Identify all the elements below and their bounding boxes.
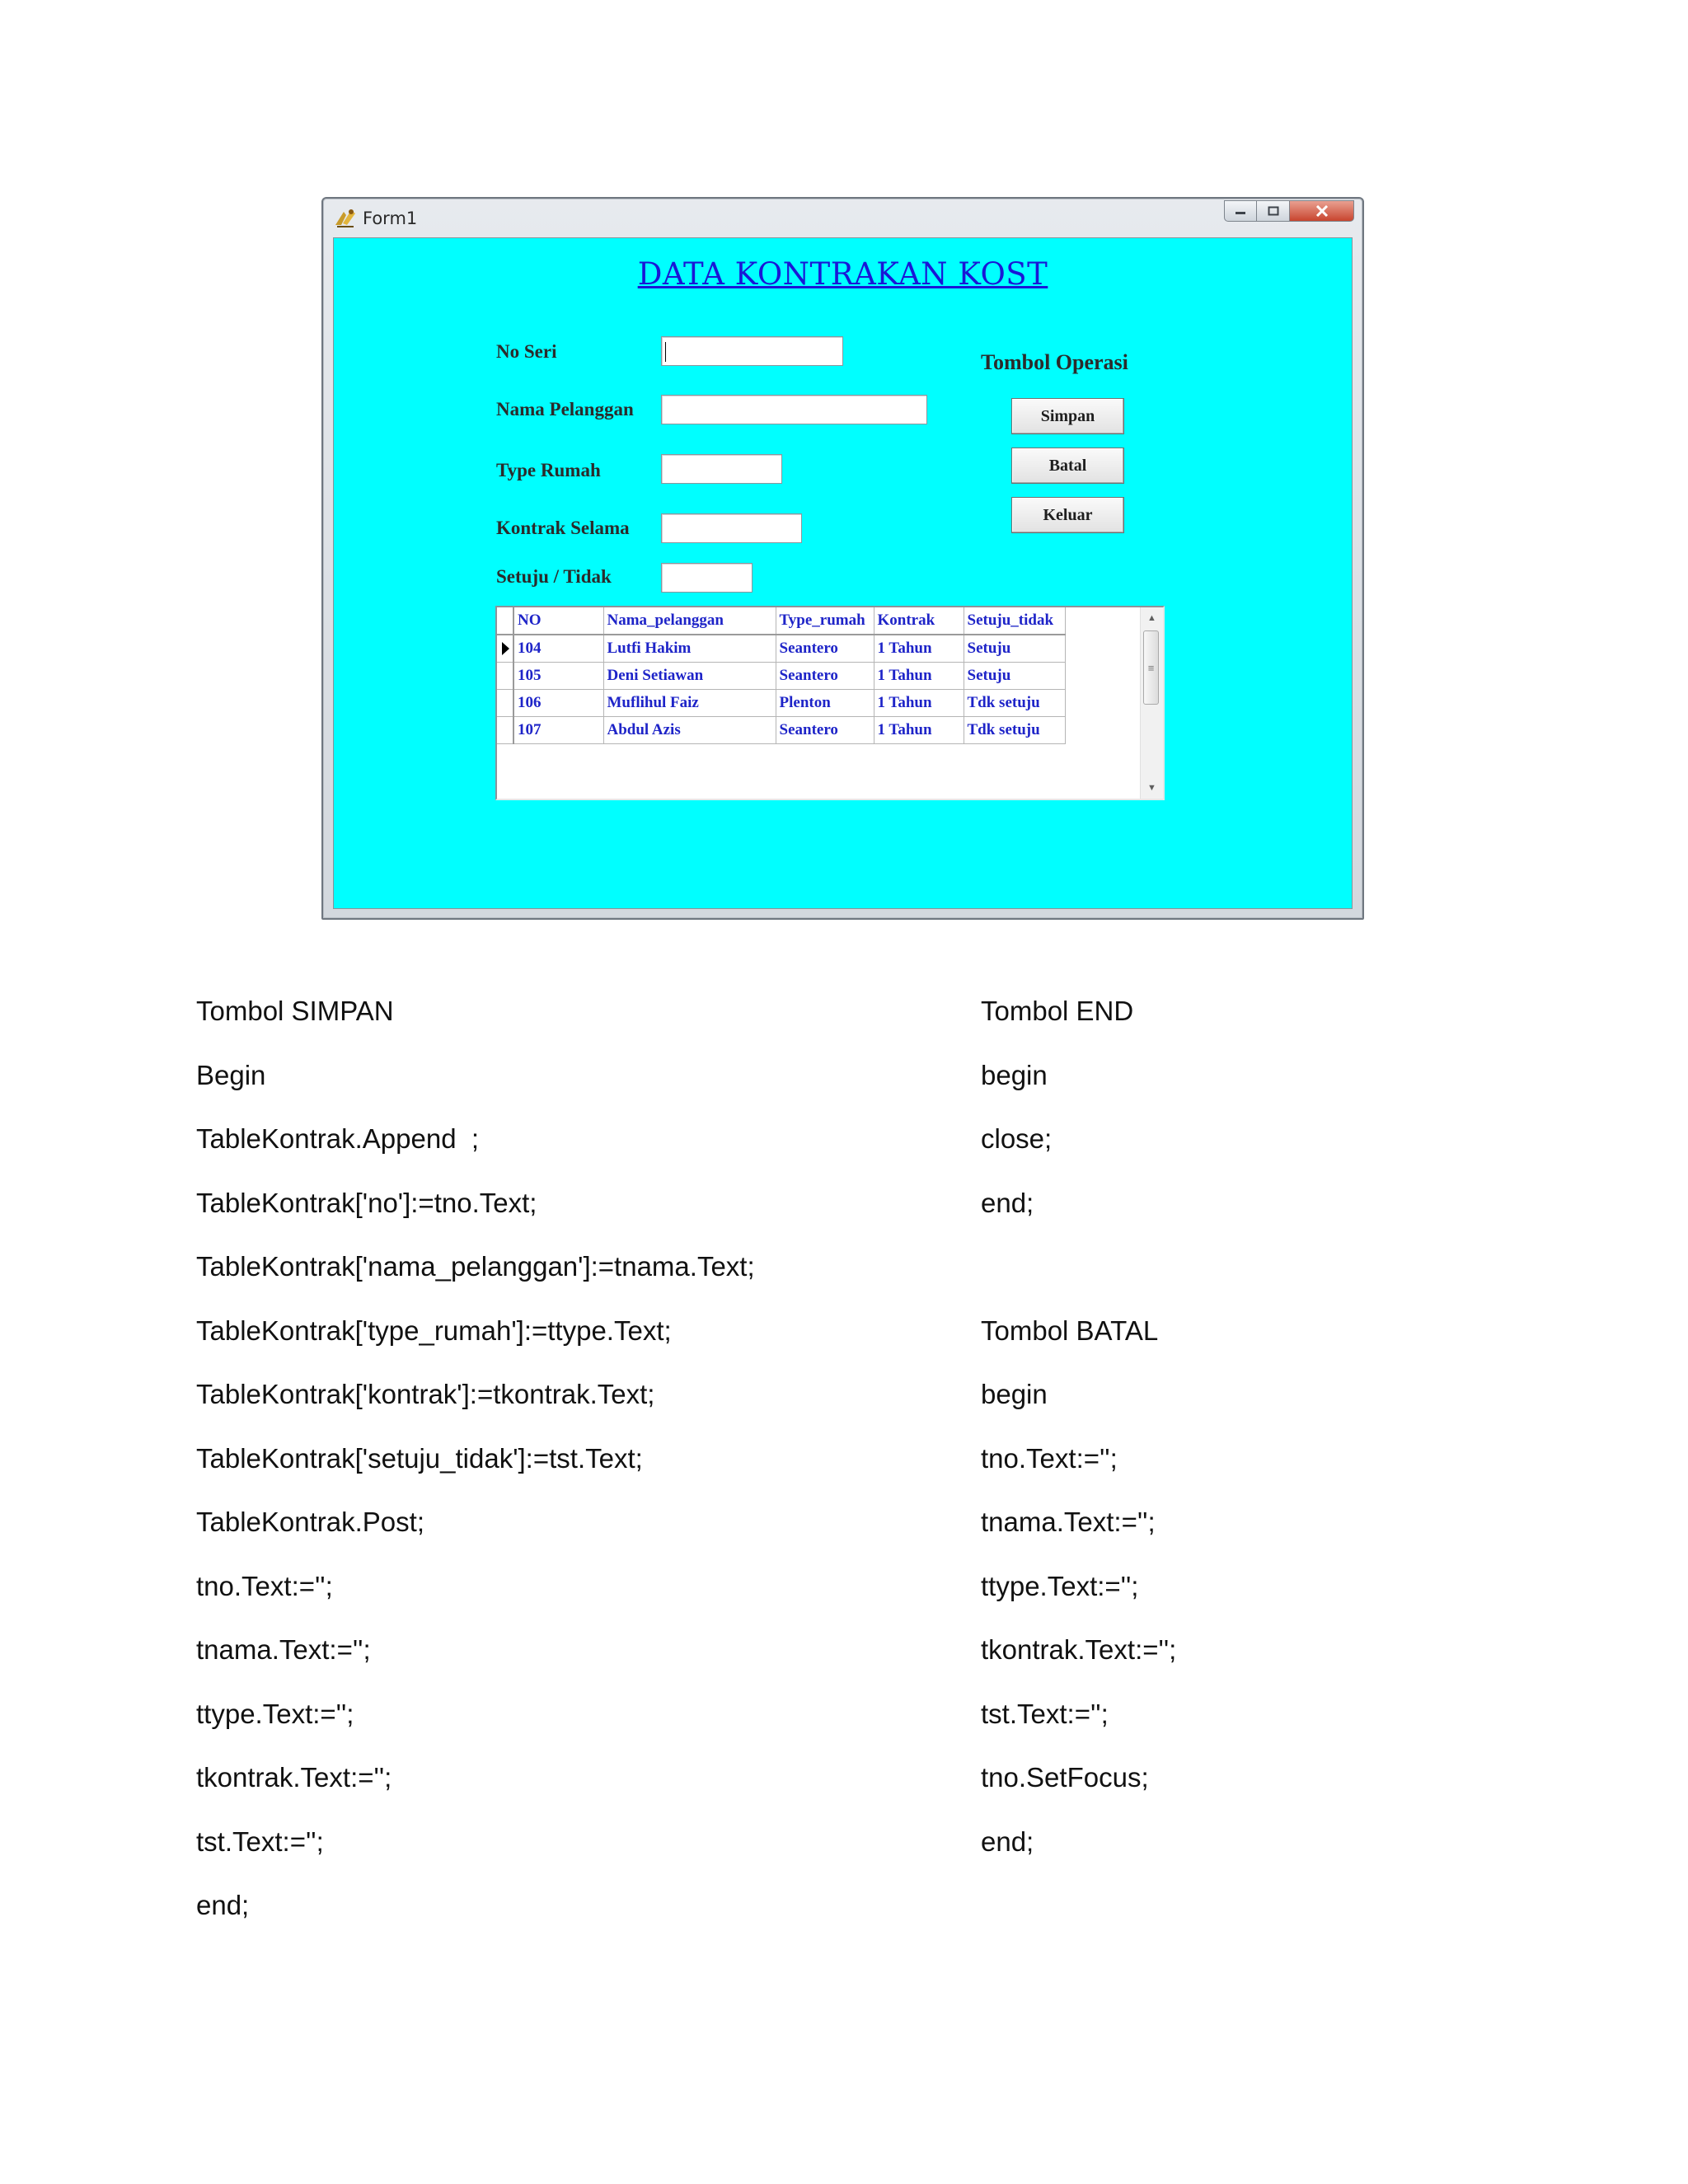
code-line: begin (981, 1379, 1048, 1409)
grid-cell[interactable]: Seantero (776, 635, 874, 662)
kontrak-data-grid[interactable] (495, 606, 1165, 800)
table-row[interactable] (497, 635, 1065, 662)
code-line: tst.Text:=''; (196, 1825, 324, 1857)
grid-cell[interactable]: Seantero (776, 662, 874, 689)
keluar-button[interactable]: Keluar (1011, 497, 1124, 533)
setuju-tidak-input[interactable] (661, 563, 753, 593)
code-line (981, 1250, 1176, 1315)
code-line: ttype.Text:=''; (981, 1570, 1139, 1601)
code-line: Tombol BATAL (981, 1315, 1159, 1346)
code-line: TableKontrak.Append ; (196, 1123, 480, 1154)
code-line: tno.Text:=''; (981, 1442, 1118, 1474)
grid-row-indicator (497, 662, 513, 689)
tombol-operasi-label: Tombol Operasi (981, 350, 1128, 374)
code-line: Tombol END (981, 996, 1134, 1026)
window-title: Form1 (363, 209, 418, 228)
grid-cell[interactable]: 107 (513, 716, 603, 743)
maximize-icon (1268, 206, 1279, 216)
maximize-button[interactable] (1257, 200, 1290, 222)
grid-col-nama-pelanggan[interactable]: Nama_pelanggan (603, 607, 776, 635)
code-line: tst.Text:=''; (981, 1698, 1109, 1729)
form1-window (321, 197, 1364, 920)
close-button[interactable] (1290, 200, 1354, 222)
grid-col-no[interactable]: NO (513, 607, 603, 635)
table-row[interactable] (497, 716, 1065, 743)
code-line: close; (981, 1123, 1053, 1154)
code-line: TableKontrak.Post; (196, 1507, 424, 1537)
code-line: Begin (196, 1059, 266, 1090)
label-setuju-tidak: Setuju / Tidak (496, 566, 612, 587)
grid-cell[interactable]: 1 Tahun (874, 662, 964, 689)
grid-cell[interactable]: Deni Setiawan (603, 662, 776, 689)
grid-cell[interactable]: 1 Tahun (874, 689, 964, 716)
kontrak-selama-input[interactable] (661, 513, 802, 543)
scroll-thumb[interactable]: ≡ (1143, 630, 1159, 705)
scroll-up-arrow-icon[interactable]: ▲ (1147, 613, 1156, 623)
code-line: TableKontrak['kontrak']:=tkontrak.Text; (196, 1379, 655, 1409)
code-line: end; (196, 1890, 250, 1920)
grid-cell[interactable]: 1 Tahun (874, 635, 964, 662)
grid-row-indicator (497, 716, 513, 743)
label-nama-pelanggan: Nama Pelanggan (496, 399, 634, 419)
code-line: tnama.Text:=''; (196, 1634, 371, 1665)
code-line: begin (981, 1059, 1048, 1090)
no-seri-input[interactable] (661, 336, 843, 366)
code-line: tkontrak.Text:=''; (196, 1762, 392, 1793)
close-icon (1315, 205, 1329, 217)
minimize-button[interactable] (1224, 200, 1257, 222)
code-line: tnama.Text:=''; (981, 1507, 1156, 1537)
code-line: end; (981, 1187, 1034, 1218)
code-line: Tombol SIMPAN (196, 996, 394, 1026)
end-batal-code-block (981, 995, 1176, 1889)
grid-cell[interactable]: 106 (513, 689, 603, 716)
grid-cell[interactable]: Lutfi Hakim (603, 635, 776, 662)
table-row[interactable] (497, 689, 1065, 716)
code-line: ttype.Text:=''; (196, 1698, 354, 1729)
form-heading: DATA KONTRAKAN KOST (637, 256, 1048, 292)
code-line: tno.SetFocus; (981, 1762, 1149, 1793)
title-bar[interactable] (323, 199, 1362, 238)
label-kontrak-selama: Kontrak Selama (496, 518, 630, 538)
grid-cell[interactable]: Plenton (776, 689, 874, 716)
label-type-rumah: Type Rumah (496, 460, 601, 480)
grid-cell[interactable]: Setuju (964, 662, 1065, 689)
window-controls (1224, 200, 1354, 223)
delphi-app-icon (333, 207, 358, 228)
grid-cell[interactable]: Tdk setuju (964, 716, 1065, 743)
batal-button[interactable]: Batal (1011, 448, 1124, 484)
grid-cell[interactable]: Setuju (964, 635, 1065, 662)
grid-table (497, 607, 1066, 744)
grid-row-indicator (497, 635, 513, 662)
text-caret (665, 342, 666, 362)
grid-col-setuju-tidak[interactable]: Setuju_tidak (964, 607, 1065, 635)
simpan-code-block (196, 995, 755, 1953)
form-client-area (333, 237, 1353, 909)
scroll-down-arrow-icon[interactable]: ▼ (1147, 783, 1156, 793)
code-line: tkontrak.Text:=''; (981, 1634, 1177, 1665)
grid-vertical-scrollbar[interactable] (1140, 607, 1163, 799)
grid-cell[interactable]: Tdk setuju (964, 689, 1065, 716)
grid-row-indicator (497, 689, 513, 716)
grid-cell[interactable]: 104 (513, 635, 603, 662)
grid-cell[interactable]: Seantero (776, 716, 874, 743)
code-line: tno.Text:=''; (196, 1570, 333, 1601)
table-row[interactable] (497, 662, 1065, 689)
code-line: TableKontrak['nama_pelanggan']:=tnama.Text; (196, 1251, 755, 1282)
code-line: TableKontrak['no']:=tno.Text; (196, 1187, 537, 1218)
grid-header-row (497, 607, 1065, 635)
type-rumah-input[interactable] (661, 454, 782, 484)
current-row-arrow-icon (502, 642, 509, 655)
code-line: end; (981, 1825, 1034, 1857)
label-no-seri: No Seri (496, 341, 557, 362)
grid-cell[interactable]: 1 Tahun (874, 716, 964, 743)
simpan-button[interactable]: Simpan (1011, 398, 1124, 434)
grid-cell[interactable]: Muflihul Faiz (603, 689, 776, 716)
grid-col-type-rumah[interactable]: Type_rumah (776, 607, 874, 635)
code-line: TableKontrak['setuju_tidak']:=tst.Text; (196, 1442, 643, 1474)
grid-cell[interactable]: 105 (513, 662, 603, 689)
minimize-icon (1235, 207, 1246, 215)
nama-pelanggan-input[interactable] (661, 395, 927, 424)
grid-indicator-header (497, 607, 513, 635)
grid-col-kontrak[interactable]: Kontrak (874, 607, 964, 635)
code-line: TableKontrak['type_rumah']:=ttype.Text; (196, 1315, 672, 1346)
grid-cell[interactable]: Abdul Azis (603, 716, 776, 743)
